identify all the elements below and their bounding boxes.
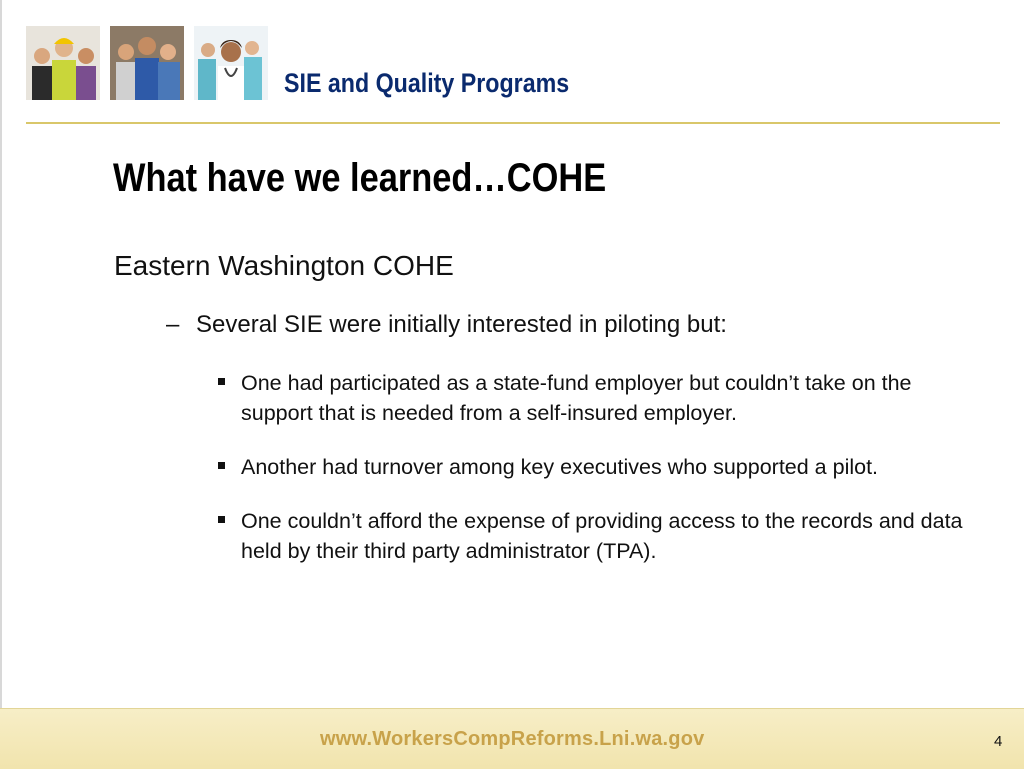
slide-left-border xyxy=(0,0,2,708)
level2-text: Several SIE were initially interested in piloting but: xyxy=(196,311,727,338)
medical-staff-photo xyxy=(194,26,268,100)
slide-title: What have we learned…COHE xyxy=(113,156,607,200)
header-title: SIE and Quality Programs xyxy=(284,68,570,98)
bullet-list xyxy=(216,368,976,590)
bullet-text: Another had turnover among key executives who supported a pilot. xyxy=(241,455,879,479)
square-bullet-icon xyxy=(218,516,225,523)
footer-url-link[interactable]: www.WorkersCompReforms.Lni.wa.gov xyxy=(320,728,705,750)
page-number: 4 xyxy=(994,733,1003,750)
bullet-item xyxy=(216,452,976,482)
dash-marker: – xyxy=(166,311,180,338)
square-bullet-icon xyxy=(218,462,225,469)
bullet-item xyxy=(216,506,976,566)
level1-heading: Eastern Washington COHE xyxy=(114,250,454,281)
footer-bar xyxy=(0,708,1024,769)
bullet-text: One couldn’t afford the expense of providing access to the records and data held by their third party administrator (TPA). xyxy=(241,509,963,563)
bullet-text: One had participated as a state-fund employer but couldn’t take on the support that is needed from a self-insured employer. xyxy=(241,371,912,425)
bullet-item xyxy=(216,368,976,428)
header-divider xyxy=(26,122,1000,124)
workers-photo xyxy=(26,26,100,100)
square-bullet-icon xyxy=(218,378,225,385)
uniformed-staff-photo xyxy=(110,26,184,100)
level2-item xyxy=(166,311,727,339)
